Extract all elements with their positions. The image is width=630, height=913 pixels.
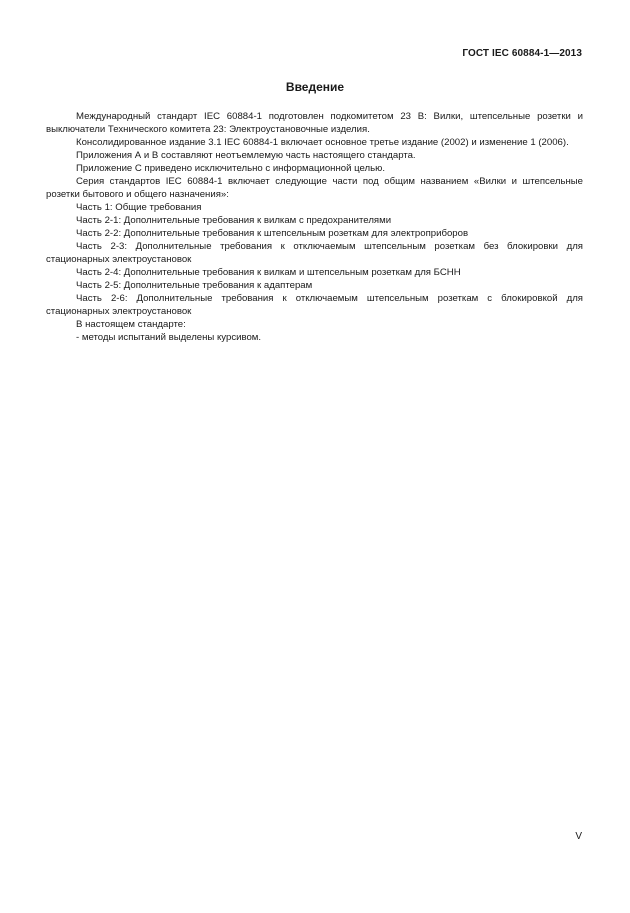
part-item: Часть 1: Общие требования [76,202,202,213]
note-item: - методы испытаний выделены курсивом. [76,332,262,343]
paragraph: Приложения А и В составляют неотъемлемую часть настоящего стандарта. [76,150,416,161]
section-title: Введение [285,80,345,94]
paragraph: Международный стандарт IEC 60884-1 подготовлен подкомитетом 23 В: Вилки, штепсельные розетки и выключатели Технического комитета 23: Электроустановочные изделия. [46,111,583,135]
document-body [46,110,583,344]
page-number: V [575,831,582,842]
note-intro: В настоящем стандарте: [76,319,186,330]
paragraph: Консолидированное издание 3.1 IEC 60884-1 включает основное третье издание (2002) и изменение 1 (2006). [76,137,569,148]
part-item: Часть 2-5: Дополнительные требования к адаптерам [76,280,313,291]
part-item: Часть 2-1: Дополнительные требования к вилкам с предохранителями [76,215,392,226]
part-item: Часть 2-4: Дополнительные требования к вилкам и штепсельным розеткам для БСНН [76,267,461,278]
paragraph: Приложение С приведено исключительно с информационной целью. [76,163,385,174]
standard-code: ГОСТ IEC 60884-1—2013 [462,48,582,59]
paragraph: Серия стандартов IEC 60884-1 включает следующие части под общим названием «Вилки и штепсельные розетки бытового и общего назначения»: [46,176,583,200]
part-item: Часть 2-3: Дополнительные требования к отключаемым штепсельным розеткам без блокировки для стационарных электроустановок [46,241,583,265]
part-item: Часть 2-6: Дополнительные требования к отключаемым штепсельным розеткам с блокировкой для стационарных электроустановок [46,293,583,317]
part-item: Часть 2-2: Дополнительные требования к штепсельным розеткам для электроприборов [76,228,469,239]
